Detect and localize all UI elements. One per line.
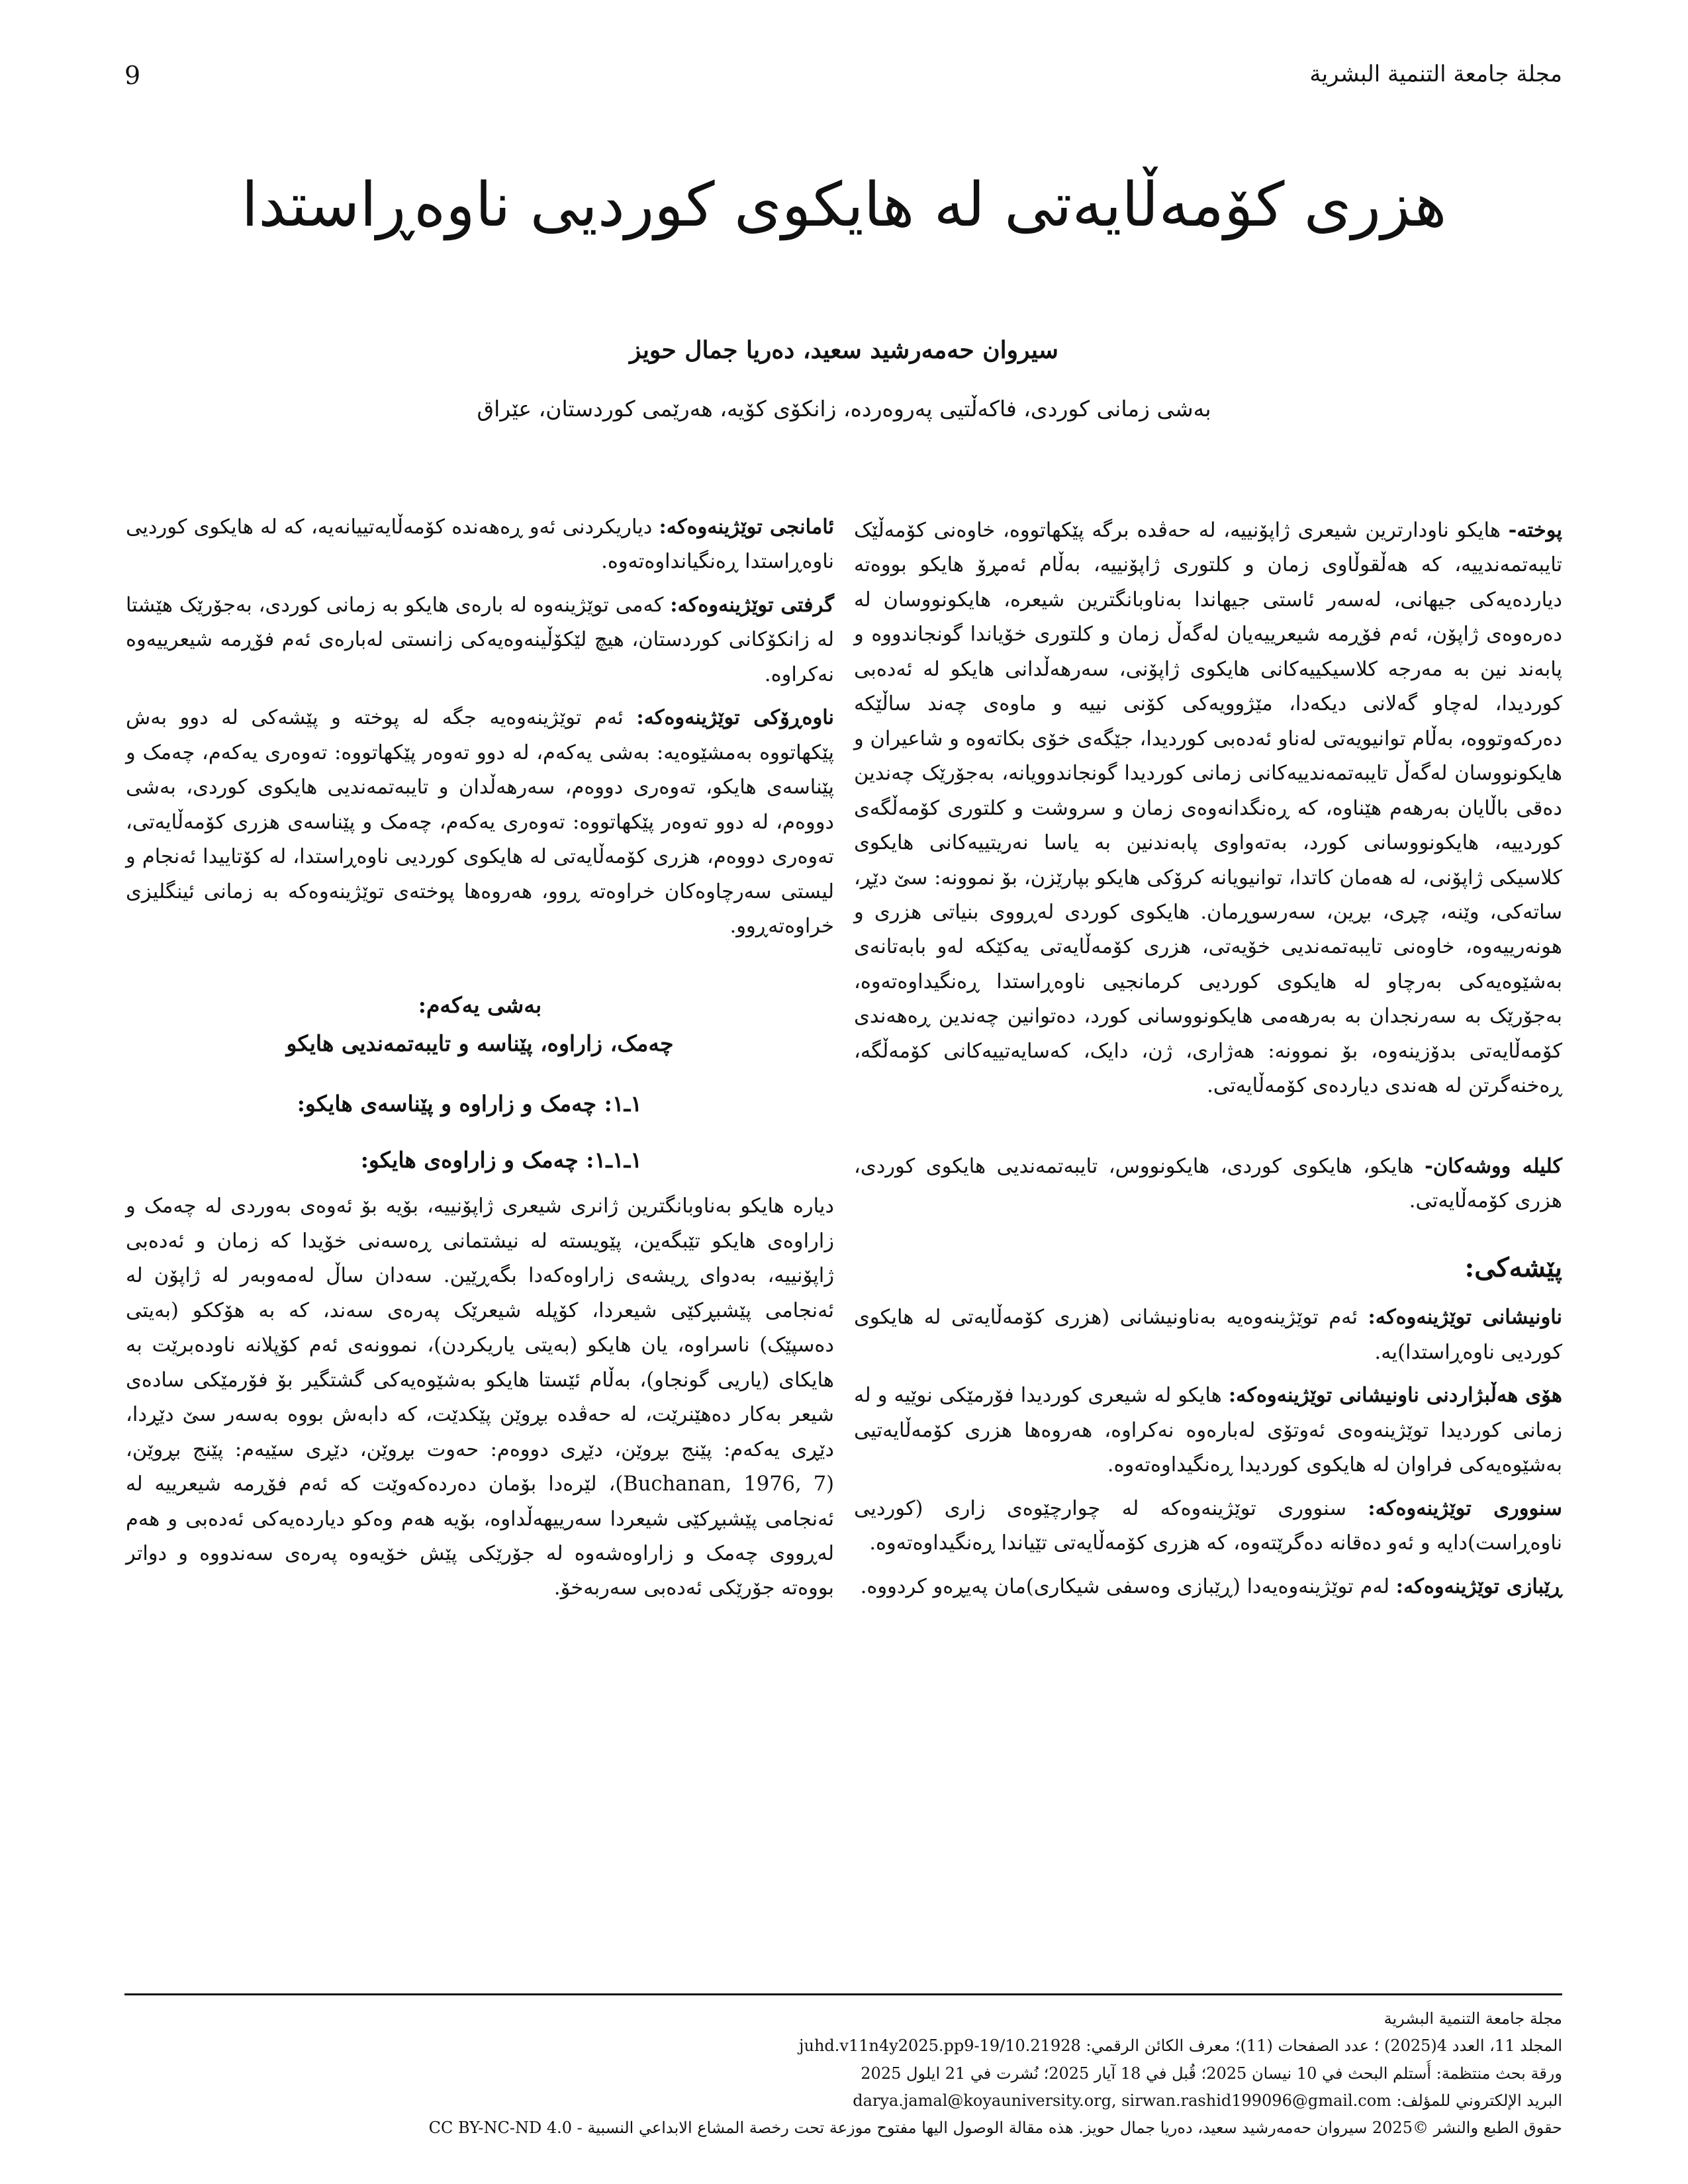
intro-item-text: ئەم توێژینەوەیە جگە لە پوختە و پێشەکی لە دوو بەش پێکهاتووە بەمشێوەیە: بەشی یەکەم، لە دوو تەوەر پێکهاتووە: تەوەری یەکەم، چەمک و پێناسەی هایکو، تەوەری دووەم، سەرهەڵدان و تایبەتمەندیی هایکوی کوردی، بەشی دووەم، لە دوو تەوەر پێکهاتووە: تەوەری یەکەم، چەمک و پێناسەی هزری کۆمەڵایەتی، تەوەری دووەم، هزری کۆمەڵایەتی لە هایکوی کوردیی ناوەڕاستدا، لە کۆتاییدا ئەنجام و لیستی سەرچاوەکان خراوەتە ڕوو، هەروەها پوختەی توێژینەوەکە بە زمانی ئینگلیزی خراوەتەڕوو. <box>126 706 834 938</box>
footer-copyright: حقوق الطبع والنشر ©2025 سیروان حەمەرشید سعید، دەریا جمال حویز. هذه مقالة الوصول اليها مفتوح موزعة تحت رخصة المشاع الابداعي النسبية - CC BY-NC-ND 4.0 <box>428 2118 1562 2138</box>
footer-email: البريد الإلكتروني للمؤلف: darya.jamal@koyauniversity.org, sirwan.rashid199096@gmail.com <box>853 2091 1562 2110</box>
intro-item-label: ڕێبازی توێژینەوەکە: <box>1395 1574 1562 1598</box>
keywords-text: هایکو، هایکوی کوردی، هایکونووس، تایبەتمەندیی هایکوی کوردی، هزری کۆمەڵایەتی. <box>854 1154 1562 1213</box>
intro-item-label: ناونیشانی توێژینەوەکە: <box>1368 1305 1562 1330</box>
abstract-label: پوختە- <box>1508 518 1562 542</box>
article-title: هزری کۆمەڵایەتی لە هایکوی کوردیی ناوەڕاستدا <box>241 169 1447 240</box>
left-column <box>126 510 834 1614</box>
intro-item-text: ئەم توێژینەوەیە بەناونیشانی (هزری کۆمەڵایەتی لە هایکوی کوردیی ناوەڕاستدا)یە. <box>854 1306 1562 1364</box>
intro-item-label: ناوەڕۆکی توێژینەوەکە: <box>636 705 834 730</box>
section-subtitle: چەمک، زاراوە، پێناسە و تایبەتمەندیی هایکو <box>286 1030 674 1057</box>
footer-volume-doi: المجلد 11، العدد 4(2025) ؛ عدد الصفحات (11)؛ معرف الكائن الرقمي: 10.21928/juhd.v11n4y2025.pp9-19 <box>799 2036 1562 2056</box>
intro-item-label: هۆی هەڵبژاردنی ناونیشانی توێژینەوەکە: <box>1228 1383 1562 1408</box>
keywords-paragraph <box>854 1149 1562 1219</box>
journal-running-head: مجلة جامعة التنمية البشرية <box>1309 61 1562 87</box>
intro-item-text: دیاریکردنی ئەو ڕەهەندە کۆمەڵایەتییانەیە، کە لە هایکوی کوردیی ناوەڕاستدا ڕەنگیانداوەتەوە. <box>126 516 834 574</box>
intro-item-text: لەم توێژینەوەیەدا (ڕێبازی وەسفی شیکاری)مان پەیڕەو کردووە. <box>860 1574 1390 1598</box>
intro-item-label: گرفتی توێژینەوەکە: <box>670 592 834 617</box>
section-heading: بەشی یەکەم: <box>418 992 542 1019</box>
intro-item <box>126 588 834 692</box>
subsection-heading: ١ـ١: چەمک و زاراوە و پێناسەی هایکو: <box>297 1090 642 1116</box>
keywords-label: کلیلە ووشەکان- <box>1425 1154 1562 1178</box>
intro-item-text: کەمی توێژینەوە لە بارەی هایکو بە زمانی کوردی، بەجۆرێک هێشتا لە زانکۆکانی کوردستان، هیچ لێکۆڵینەوەیەکی زانستی لەبارەی ئەم فۆڕمە شیعرییەوە نەکراوە. <box>126 593 834 686</box>
intro-item <box>854 1491 1562 1561</box>
intro-item-text: سنووری توێژینەوەکە لە چوارچێوەی زاری (کوردیی ناوەڕاست)دایە و ئەو دەقانە دەگرێتەوە، کە هزری کۆمەڵایەتی تێیاندا ڕەنگیداوەتەوە. <box>854 1496 1562 1555</box>
intro-item <box>854 1569 1562 1604</box>
footer-journal: مجلة جامعة التنمية البشرية <box>1383 2009 1562 2028</box>
intro-item <box>854 1300 1562 1370</box>
footer-rule <box>124 1993 1562 1995</box>
introduction-heading: پێشەکی: <box>1464 1251 1562 1283</box>
article-footer <box>126 2005 1562 2142</box>
right-column <box>854 513 1562 1612</box>
abstract-paragraph <box>854 513 1562 1104</box>
article-authors: سیروان حەمەرشید سعید، دەریا جمال حویز <box>630 336 1058 364</box>
intro-item <box>854 1378 1562 1482</box>
author-affiliation: بەشی زمانی کوردی، فاکەڵتیی پەروەردە، زانکۆی کۆیە، هەرێمی کوردستان، عێراق <box>477 396 1211 422</box>
intro-item-text: هایکو لە شیعری کوردیدا فۆرمێکی نوێیە و لە زمانی کوردیدا توێژینەوەی ئەوتۆی لەبارەوە نەکراوە، هەروەها هزری کۆمەڵایەتیی بەشێوەیەکی فراوان لە هایکوی کوردیدا ڕەنگیداوەتەوە. <box>854 1384 1562 1477</box>
intro-item <box>126 510 834 580</box>
intro-item-label: ئامانجی توێژینەوەکە: <box>659 515 834 539</box>
page-number: 9 <box>124 61 141 90</box>
body-paragraph: دیارە هایکو بەناوبانگترین ژانری شیعری ژاپۆنییە، بۆیە بۆ ئەوەی بەوردی لە چەمک و زاراوەی هایکو تێبگەین، پێویستە لە نیشتمانی ڕەسەنی خۆیدا کە زمان و ئەدەبی ژاپۆنییە، بەدوای ڕیشەی زاراوەکەدا بگەڕێین. سەدان ساڵ لەمەوبەر لە ژاپۆن لە ئەنجامی پێشبڕکێی شیعردا، کۆپلە شیعرێک پەرەی سەند، کە بە هۆککو (بەیتی دەسپێک) ناسراوە، یان هایکو (بەیتی یاریکردن)، نموونەی ئەم کۆپلانە ناودەبرێت بە هایکای (یاریی گونجاو)، بەڵام ئێستا هایکو بەشێوەیەکی گشتگیر بۆ فۆرمێکی سادەی شیعر بەکار دەهێنرێت، لە حەڤدە بڕوێن پێکدێت، کە دابەش بووە بەسەر سێ دێڕدا، دێڕی یەکەم: پێنج بڕوێن، دێڕی دووەم: حەوت بڕوێن، دێڕی سێیەم: پێنج بڕوێن، (Buchanan, 1976, 7)، لێرەدا بۆمان دەردەکەوێت کە ئەم فۆڕمە شیعرییە لە ئەنجامی پێشبڕکێی شیعردا سەرییهەڵداوە، بۆیە هەم وەکو دیاردەیەکی ئەدەبی و هەم لەڕووی چەمک و زاراوەشەوە لە جۆرێکی پێش خۆیەوە پەرەی سەندووە و دواتر بووەتە جۆرێکی ئەدەبی سەربەخۆ. <box>126 1195 835 1600</box>
subsubsection-heading: ١ـ١ـ١: چەمک و زاراوەی هایکو: <box>360 1146 642 1173</box>
abstract-text: هایکو ناودارترین شیعری ژاپۆنییە، لە حەڤدە برگە پێکهاتووە، خاوەنی کۆمەڵێک تایبەتمەندییە، کە هەڵقوڵاوی زمان و کلتوری ژاپۆنییە، بەڵام ئەمڕۆ هایکو بووەتە دیاردەیەکی جیهانی، لەسەر ئاستی جیهاندا بەناوبانگترین شیعرە، هایکونووسان لە دەرەوەی ژاپۆن، ئەم فۆڕمە شیعرییەیان لەگەڵ زمان و کلتوری خۆیاندا گونجاندووە و پابەند نین بە مەرجە کلاسیکییەکانی هایکوی ژاپۆنی، سەرهەڵدانی هایکو لە ئەدەبی کوردیدا، لەچاو گەلانی دیکەدا، مێژوویەکی کۆنی نییە و ماوەی چەند ساڵێکە دەرکەوتووە، بەڵام توانیویەتی لەناو ئەدەبی کوردیدا، جێگەی خۆی بکاتەوە و شاعیران و هایکونووسان لەگەڵ تایبەتمەندییەکانی زمانی کوردیدا گونجاندوویانە، بەجۆرێک چەندین دەقی باڵایان بەرهەم هێناوە، کە ڕەنگدانەوەی زمان و سروشت و کلتوری کۆمەڵگەی کوردییە، هایکونووسانی کورد، بەتەواوی پابەندنین بە یاسا نەریتییەکانی هایکوی کلاسیکی ژاپۆنی، لە هەمان کاتدا، توانیویانە کرۆکی هایکو بپارێزن، بۆ نموونە: سێ دێڕ، ساتەکی، وێنە، چڕی، بڕین، سەرسوڕمان. هایکوی کوردی لەڕووی بنیاتی هزری و هونەرییەوە، خاوەنی تایبەتمەندیی خۆیەتی، هزری کۆمەڵایەتی یەکێکە لەو بابەتانەی بەشێوەیەکی بەرچاو لە هایکوی کوردیی کرمانجیی ناوەڕاستدا ڕەنگیداوەتەوە، بەجۆرێک بە سەرنجدان بە بەرهەمی هایکونووسانی کورد، دەتوانین چەندین ڕەهەندی کۆمەڵایەتی بدۆزینەوە، بۆ نموونە: هەژاری، ژن، دایک، کەسایەتییەکانی کۆمەڵگە، ڕەخنەگرتن لە هەندی دیاردەی کۆمەڵایەتی. <box>854 519 1562 1098</box>
intro-item <box>126 700 834 944</box>
footer-dates: ورقة بحث منتظمة: أُستلم البحث في 10 نيسان 2025؛ قُبل في 18 آيار 2025؛ نُشرت في 21 ايلول 2025 <box>861 2064 1562 2083</box>
intro-item-label: سنووری توێژینەوەکە: <box>1368 1496 1562 1520</box>
